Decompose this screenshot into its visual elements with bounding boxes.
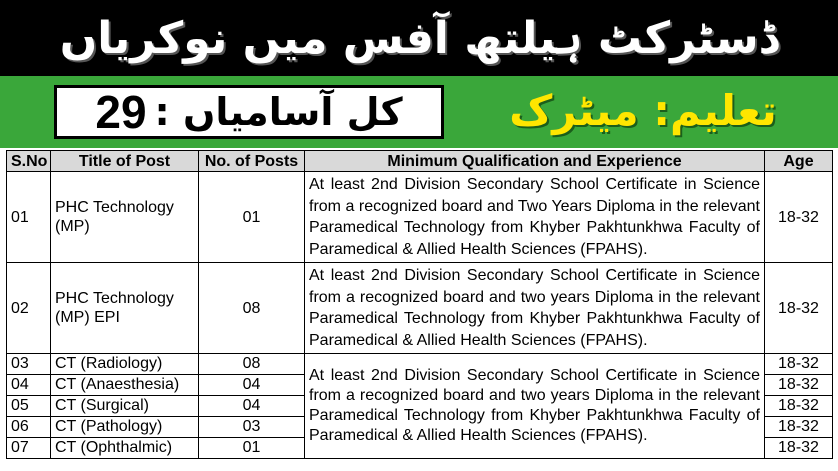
cell-age: 18-32 <box>765 354 833 375</box>
cell-title: CT (Ophthalmic) <box>51 438 199 459</box>
cell-qualification: At least 2nd Division Secondary School Certificate in Science from a recognized board and Two Years Diploma in the relevant Paramedical Technology from Khyber Pakhtunkhwa Faculty of Paramedical & Allied Health Sciences (FPAHS). <box>305 172 765 263</box>
header-age: Age <box>765 151 833 172</box>
cell-posts: 04 <box>199 396 305 417</box>
cell-sno: 02 <box>7 263 51 354</box>
cell-sno: 03 <box>7 354 51 375</box>
cell-age: 18-32 <box>765 172 833 263</box>
cell-age: 18-32 <box>765 438 833 459</box>
cell-posts: 03 <box>199 417 305 438</box>
cell-posts: 01 <box>199 438 305 459</box>
cell-sno: 01 <box>7 172 51 263</box>
table-row <box>7 172 833 263</box>
cell-qualification: At least 2nd Division Secondary School Certificate in Science from a recognized board and two years Diploma in the relevant Paramedical Technology from Khyber Pakhtunkhwa Faculty of Paramedical & Allied Health Sciences (FPAHS). <box>305 354 765 459</box>
total-posts-value: 29 <box>95 86 147 138</box>
cell-age: 18-32 <box>765 263 833 354</box>
education-label: تعلیم: میٹرک <box>509 85 777 135</box>
cell-title: CT (Anaesthesia) <box>51 375 199 396</box>
cell-sno: 04 <box>7 375 51 396</box>
jobs-table <box>6 150 833 459</box>
cell-posts: 04 <box>199 375 305 396</box>
cell-age: 18-32 <box>765 396 833 417</box>
cell-sno: 05 <box>7 396 51 417</box>
cell-sno: 06 <box>7 417 51 438</box>
cell-title: CT (Pathology) <box>51 417 199 438</box>
cell-age: 18-32 <box>765 375 833 396</box>
table-row <box>7 354 833 375</box>
cell-posts: 08 <box>199 263 305 354</box>
cell-sno: 07 <box>7 438 51 459</box>
cell-title: PHC Technology (MP) <box>51 172 199 263</box>
total-posts-box <box>54 85 444 139</box>
cell-title: CT (Surgical) <box>51 396 199 417</box>
cell-posts: 01 <box>199 172 305 263</box>
cell-title: CT (Radiology) <box>51 354 199 375</box>
total-posts-label: کل آسامیاں : <box>154 90 403 134</box>
table-header-row <box>7 151 833 172</box>
header-title: Title of Post <box>51 151 199 172</box>
cell-posts: 08 <box>199 354 305 375</box>
header-sno: S.No <box>7 151 51 172</box>
cell-title: PHC Technology (MP) EPI <box>51 263 199 354</box>
cell-qualification: At least 2nd Division Secondary School Certificate in Science from a recognized board and two years Diploma in the relevant Paramedical Technology from Khyber Pakhtunkhwa Faculty of Paramedical & Allied Health Sciences (FPAHS). <box>305 263 765 354</box>
cell-age: 18-32 <box>765 417 833 438</box>
title-banner <box>0 0 838 76</box>
header-qualification: Minimum Qualification and Experience <box>305 151 765 172</box>
header-posts: No. of Posts <box>199 151 305 172</box>
page-title: ڈسٹرکٹ ہیلتھ آفس میں نوکریاں <box>59 12 779 64</box>
education-label-box <box>482 80 804 140</box>
table-row <box>7 263 833 354</box>
